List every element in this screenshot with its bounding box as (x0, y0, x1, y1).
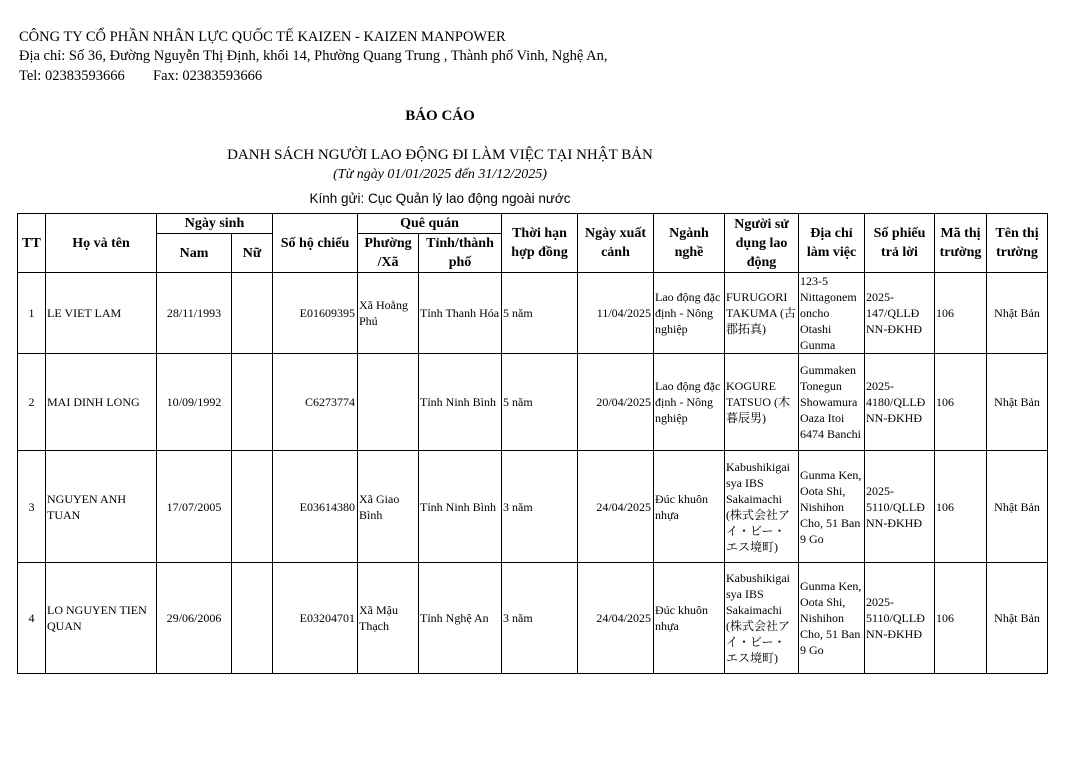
cell-occupation: Đúc khuôn nhựa (654, 563, 725, 674)
cell-exit-date: 24/04/2025 (578, 451, 654, 563)
table-row (18, 354, 1048, 451)
report-title: BÁO CÁO (405, 108, 475, 124)
cell-ward (358, 354, 419, 451)
col-female: Nữ (232, 234, 273, 273)
cell-male: 29/06/2006 (157, 563, 232, 674)
cell-passport: E03204701 (273, 563, 358, 674)
table-row (18, 563, 1048, 674)
cell-workplace: Gunma Ken, Oota Shi, Nishihon Cho, 51 Ban 9 Go (799, 451, 865, 563)
header-row-1 (18, 214, 1048, 234)
cell-name: LE VIET LAM (46, 273, 157, 354)
cell-passport: E01609395 (273, 273, 358, 354)
cell-market-code: 106 (935, 273, 987, 354)
cell-tt: 4 (18, 563, 46, 674)
col-ward: Phường /Xã (358, 234, 419, 273)
cell-province: Tỉnh Ninh Bình (419, 451, 502, 563)
cell-employer: KOGURE TATSUO (木暮辰男) (725, 354, 799, 451)
cell-employer: Kabushikigai sya IBS Sakaimachi (株式会社アイ・ビー・エス境町) (725, 563, 799, 674)
cell-reply-no: 2025-5110/QLLĐ NN-ĐKHĐ (865, 563, 935, 674)
cell-male: 28/11/1993 (157, 273, 232, 354)
cell-tt: 2 (18, 354, 46, 451)
cell-exit-date: 11/04/2025 (578, 273, 654, 354)
cell-male: 10/09/1992 (157, 354, 232, 451)
cell-occupation: Đúc khuôn nhựa (654, 451, 725, 563)
col-dob: Ngày sinh (157, 214, 273, 234)
report-recipient: Kính gửi: Cục Quản lý lao động ngoài nước (309, 191, 571, 206)
col-hometown: Quê quán (358, 214, 502, 234)
cell-occupation: Lao động đặc định - Nông nghiệp (654, 354, 725, 451)
table-row (18, 451, 1048, 563)
cell-contract: 5 năm (502, 273, 578, 354)
cell-employer: Kabushikigai sya IBS Sakaimachi (株式会社アイ・ビー・エス境町) (725, 451, 799, 563)
col-reply-no: Số phiếu trả lời (865, 214, 935, 273)
cell-market-name: Nhật Bản (987, 273, 1048, 354)
cell-workplace: 123-5 Nittagonem oncho Otashi Gunma (799, 273, 865, 354)
company-tel: Tel: 02383593666 (19, 68, 125, 84)
cell-female (232, 563, 273, 674)
cell-market-code: 106 (935, 451, 987, 563)
cell-market-name: Nhật Bản (987, 451, 1048, 563)
cell-female (232, 451, 273, 563)
cell-female (232, 354, 273, 451)
company-address: Địa chỉ: Số 36, Đường Nguyễn Thị Định, khối 14, Phường Quang Trung , Thành phố Vinh, Nghệ An, (19, 48, 608, 64)
report-period: (Từ ngày 01/01/2025 đến 31/12/2025) (333, 167, 547, 182)
cell-province: Tỉnh Ninh Bình (419, 354, 502, 451)
cell-tt: 1 (18, 273, 46, 354)
col-market-code: Mã thị trường (935, 214, 987, 273)
cell-passport: C6273774 (273, 354, 358, 451)
cell-name: LO NGUYEN TIEN QUAN (46, 563, 157, 674)
cell-occupation: Lao động đặc định - Nông nghiệp (654, 273, 725, 354)
cell-name: MAI DINH LONG (46, 354, 157, 451)
col-workplace: Địa chỉ làm việc (799, 214, 865, 273)
cell-ward: Xã Hoằng Phú (358, 273, 419, 354)
col-passport: Số hộ chiếu (273, 214, 358, 273)
company-fax: Fax: 02383593666 (153, 68, 263, 84)
cell-contract: 3 năm (502, 451, 578, 563)
report-subtitle: DANH SÁCH NGƯỜI LAO ĐỘNG ĐI LÀM VIỆC TẠI NHẬT BẢN (227, 147, 653, 163)
cell-exit-date: 20/04/2025 (578, 354, 654, 451)
cell-name: NGUYEN ANH TUAN (46, 451, 157, 563)
cell-contract: 5 năm (502, 354, 578, 451)
col-market-name: Tên thị trường (987, 214, 1048, 273)
col-occupation: Ngành nghề (654, 214, 725, 273)
cell-workplace: Gunma Ken, Oota Shi, Nishihon Cho, 51 Ban 9 Go (799, 563, 865, 674)
col-province: Tỉnh/thành phố (419, 234, 502, 273)
cell-employer: FURUGORI TAKUMA (古郡拓真) (725, 273, 799, 354)
company-contact (19, 68, 262, 85)
cell-province: Tỉnh Nghệ An (419, 563, 502, 674)
cell-market-name: Nhật Bản (987, 354, 1048, 451)
col-exit-date: Ngày xuất cảnh (578, 214, 654, 273)
cell-ward: Xã Giao Bình (358, 451, 419, 563)
col-employer: Người sử dụng lao động (725, 214, 799, 273)
cell-ward: Xã Mậu Thạch (358, 563, 419, 674)
cell-reply-no: 2025-147/QLLĐ NN-ĐKHĐ (865, 273, 935, 354)
table-row (18, 273, 1048, 354)
cell-passport: E03614380 (273, 451, 358, 563)
cell-reply-no: 2025-5110/QLLĐ NN-ĐKHĐ (865, 451, 935, 563)
cell-reply-no: 2025-4180/QLLĐ NN-ĐKHĐ (865, 354, 935, 451)
cell-contract: 3 năm (502, 563, 578, 674)
cell-market-code: 106 (935, 563, 987, 674)
cell-province: Tỉnh Thanh Hóa (419, 273, 502, 354)
cell-market-code: 106 (935, 354, 987, 451)
cell-female (232, 273, 273, 354)
col-tt: TT (18, 214, 46, 273)
cell-workplace: Gummaken Tonegun Showamura Oaza Itoi 6474 Banchi (799, 354, 865, 451)
col-male: Nam (157, 234, 232, 273)
worker-table (17, 213, 1048, 674)
cell-male: 17/07/2005 (157, 451, 232, 563)
col-name: Họ và tên (46, 214, 157, 273)
company-name: CÔNG TY CỔ PHẦN NHÂN LỰC QUỐC TẾ KAIZEN - KAIZEN MANPOWER (19, 29, 506, 45)
cell-tt: 3 (18, 451, 46, 563)
cell-exit-date: 24/04/2025 (578, 563, 654, 674)
cell-market-name: Nhật Bản (987, 563, 1048, 674)
col-contract: Thời hạn hợp đồng (502, 214, 578, 273)
